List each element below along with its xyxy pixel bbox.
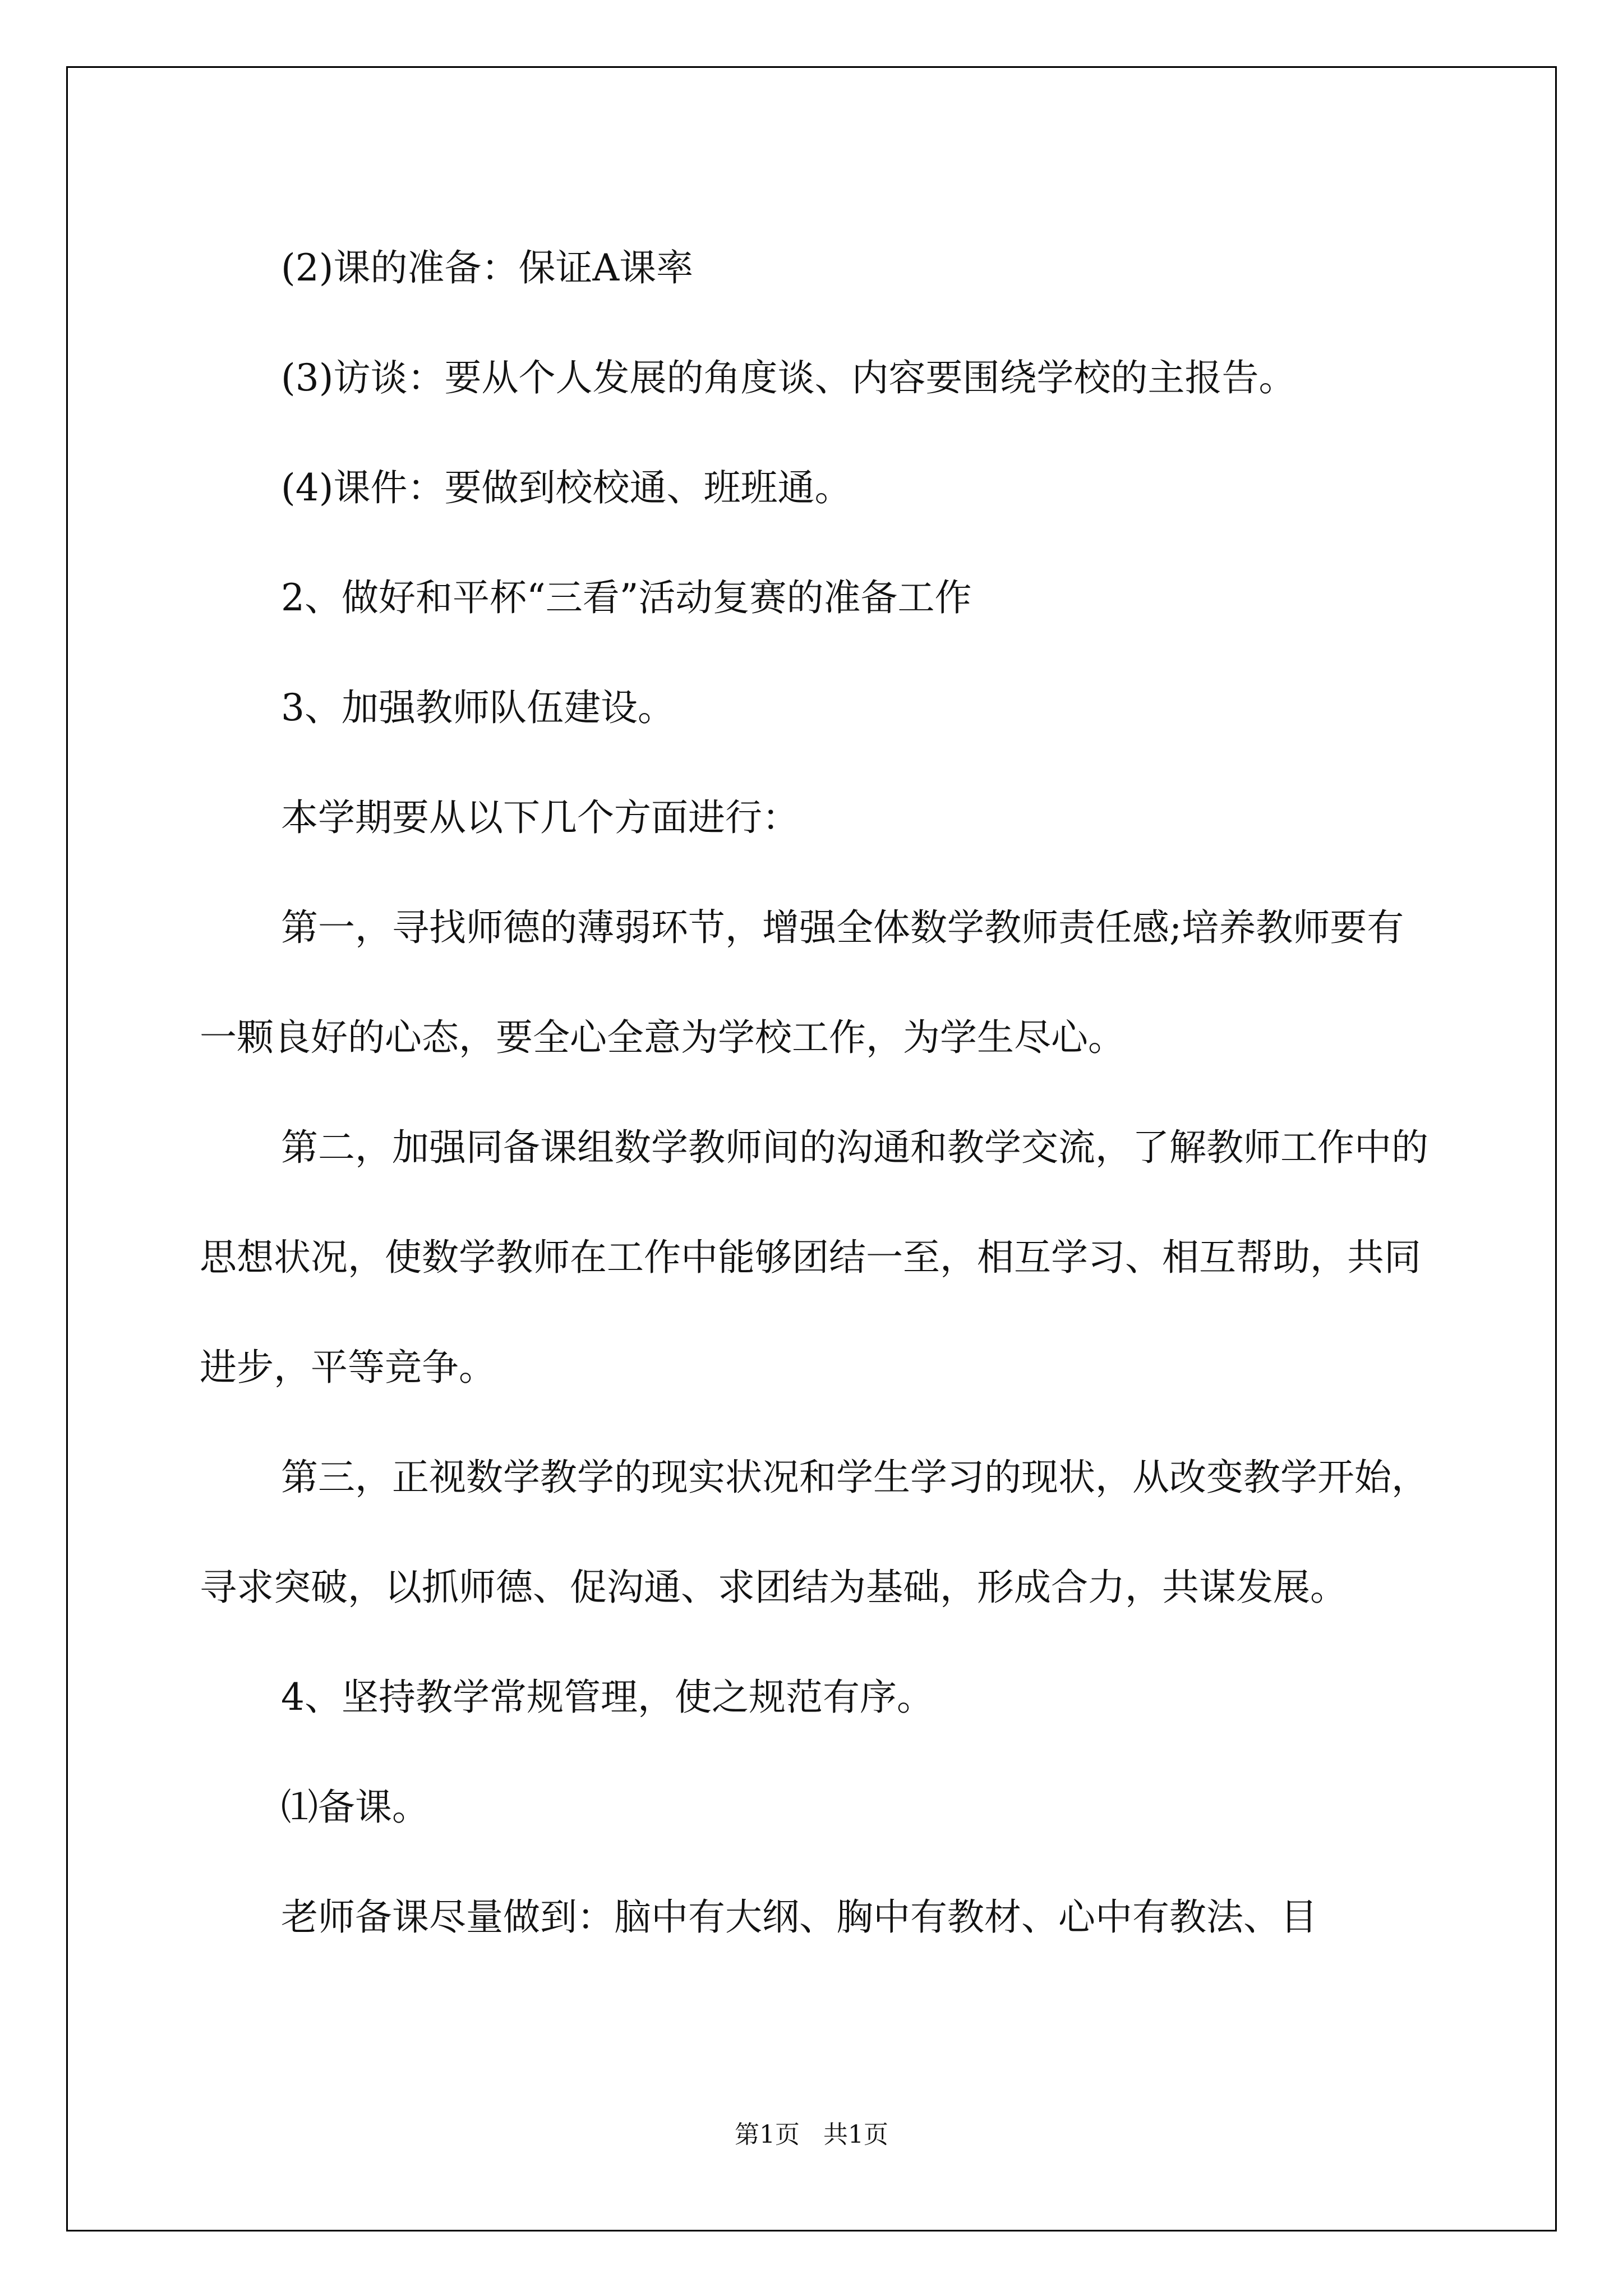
document-body [200, 213, 1431, 1972]
page-number-total: 共1页 [823, 2120, 888, 2149]
paragraph-8: 第二，加强同备课组数学教师间的沟通和教学交流，了解教师工作中的思想状况，使数学教师在工作中能够团结一至，相互学习、相互帮助，共同进步，平等竞争。 [200, 1126, 1428, 1389]
page-number-current: 第1页 [735, 2120, 800, 2149]
paragraph-6: 本学期要从以下几个方面进行： [281, 796, 799, 839]
paragraph-3: (4)课件：要做到校校通、班班通。 [281, 466, 852, 509]
paragraph-1: (2)课的准备：保证A课率 [281, 246, 694, 289]
paragraph-4: 2、做好和平杯“三看”活动复赛的准备工作 [281, 576, 972, 619]
paragraph-7: 第一，寻找师德的薄弱环节，增强全体数学教师责任感;培养教师要有一颗良好的心态，要全心全意为学校工作，为学生尽心。 [200, 906, 1404, 1059]
paragraph-12: 老师备课尽量做到：脑中有大纲、胸中有教材、心中有教法、目 [281, 1895, 1317, 1939]
paragraph-5: 3、加强教师队伍建设。 [281, 686, 675, 729]
paragraph-11: ⑴备课。 [281, 1786, 429, 1829]
page-footer [0, 2118, 1623, 2152]
paragraph-9: 第三，正视数学教学的现实状况和学生学习的现状，从改变教学开始，寻求突破，以抓师德、促沟通、求团结为基础，形成合力，共谋发展。 [200, 1456, 1428, 1609]
paragraph-2: (3)访谈：要从个人发展的角度谈、内容要围绕学校的主报告。 [281, 356, 1296, 399]
paragraph-10: 4、坚持教学常规管理，使之规范有序。 [281, 1676, 934, 1719]
